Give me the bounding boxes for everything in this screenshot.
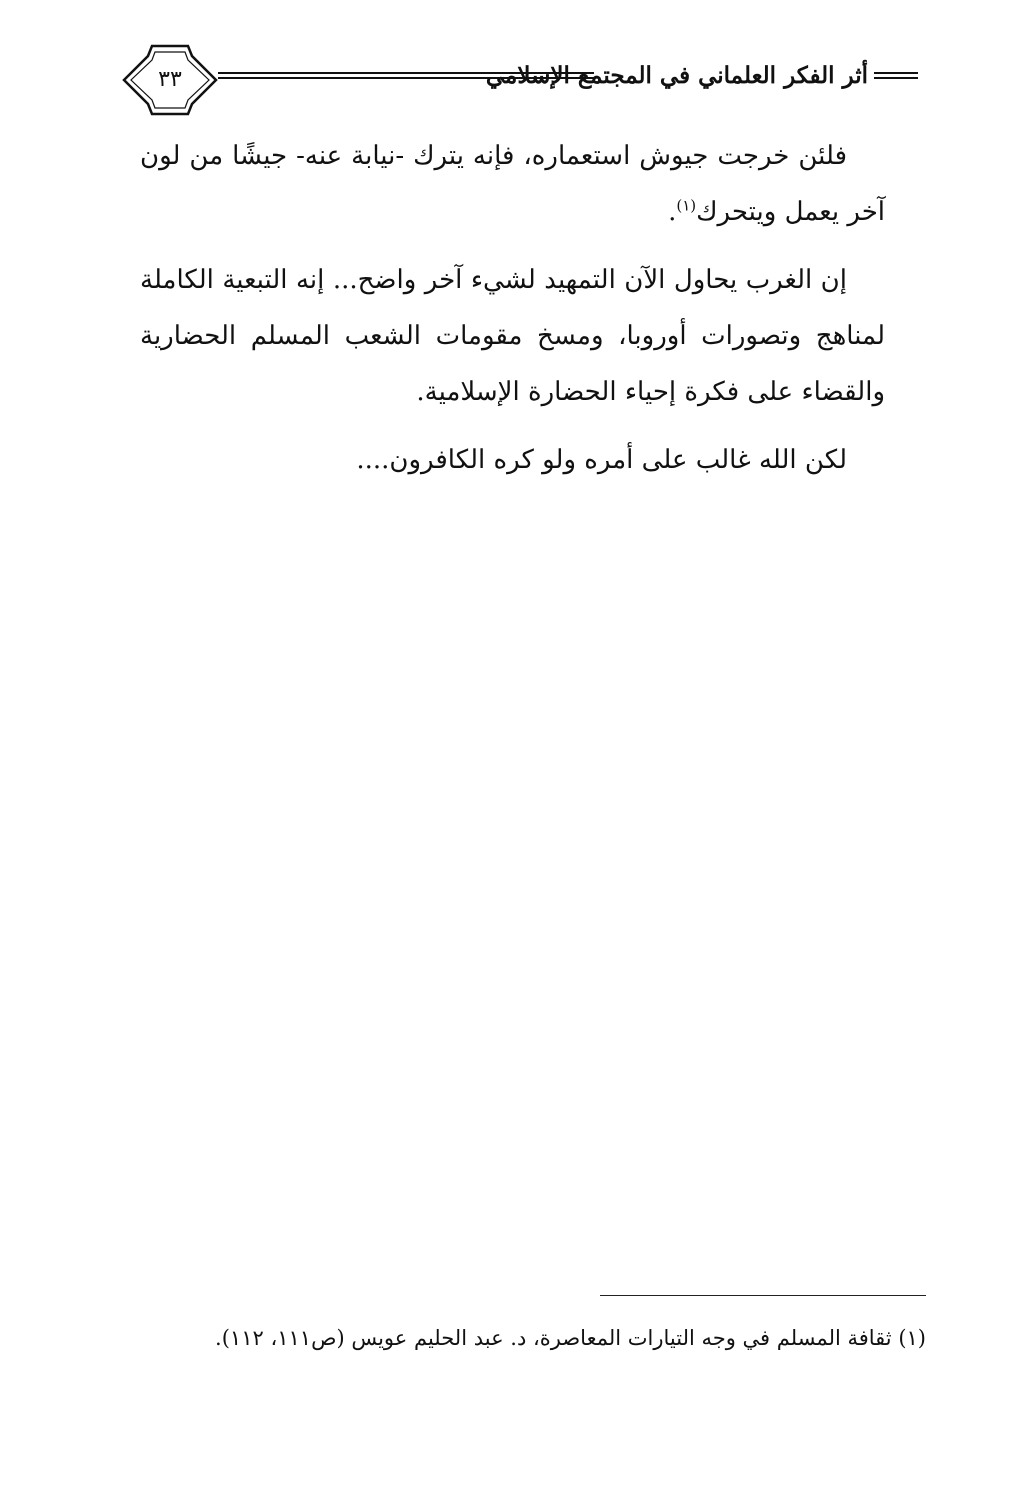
paragraph-1-end: .	[668, 197, 677, 227]
paragraph-1-text: فلئن خرجت جيوش استعماره، فإنه يترك -نيابة عنه- جيشًا من لون آخر يعمل ويتحرك	[140, 141, 885, 227]
book-title: أثر الفكر العلماني في المجتمع الإسلامي	[485, 62, 868, 89]
footnote-1: (١) ثقافة المسلم في وجه التيارات المعاصرة، د. عبد الحليم عويس (ص١١١، ١١٢).	[215, 1326, 926, 1350]
paragraph-3: لكن الله غالب على أمره ولو كره الكافرون....	[356, 445, 847, 475]
body-text	[140, 128, 885, 500]
page-number: ٣٣	[158, 67, 182, 92]
paragraph-2: إن الغرب يحاول الآن التمهيد لشيء آخر واضح... إنه التبعية الكاملة لمناهج وتصورات أوروبا، ومسخ مقومات الشعب المسلم الحضارية والقضاء على فكرة إحياء الحضارة الإسلامية.	[140, 265, 885, 407]
header-rule-right	[874, 72, 918, 79]
paragraph-1	[140, 128, 885, 240]
page-number-badge	[118, 42, 222, 118]
footnote-marker[interactable]: (١)	[676, 196, 697, 215]
running-header	[118, 42, 918, 118]
footnote-separator	[600, 1295, 926, 1296]
